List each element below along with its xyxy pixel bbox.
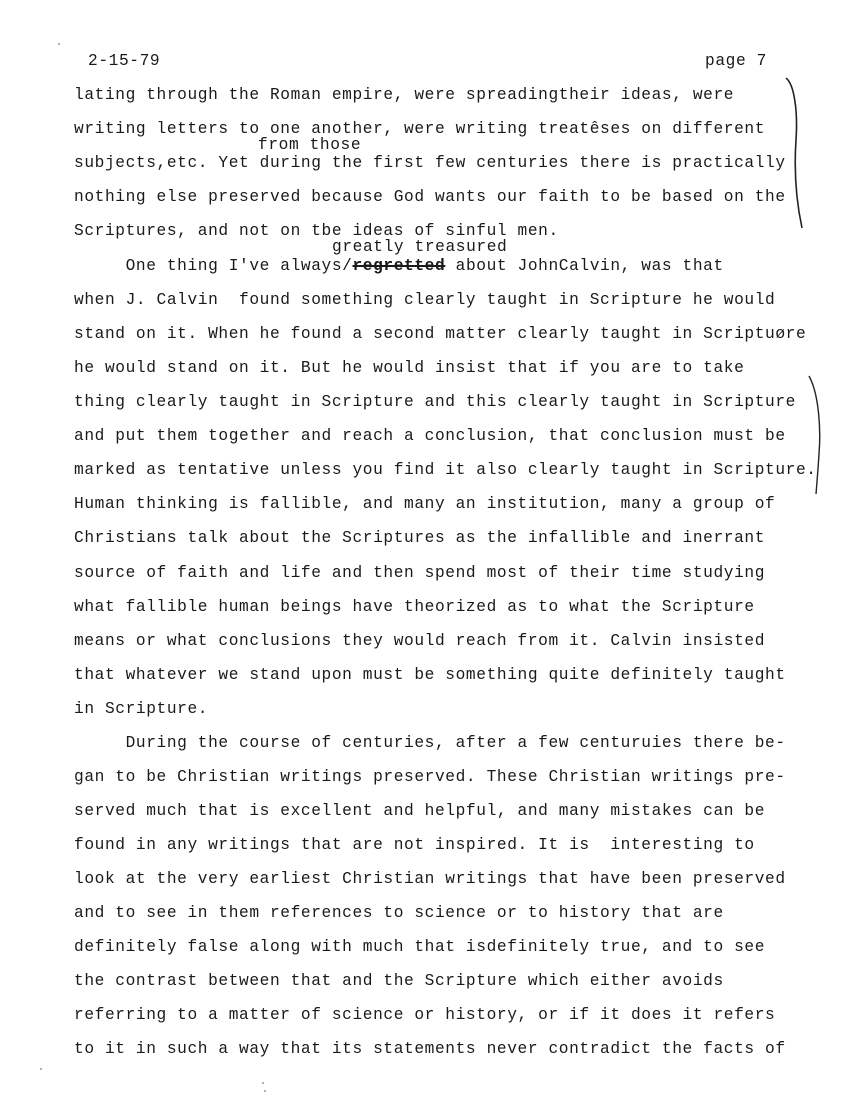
handwritten-insertion: from those <box>258 136 362 154</box>
text-line: look at the very earliest Christian writings that have been preserved <box>74 870 786 888</box>
text-line: served much that is excellent and helpful, and many mistakes can be <box>74 802 766 820</box>
paper-speck <box>40 1068 42 1070</box>
text-line: subjects,etc. Yet during the first few centuries there is practically <box>74 154 786 172</box>
text-line: referring to a matter of science or history, or if it does it refers <box>74 1006 776 1024</box>
page-date: 2-15-79 <box>88 52 161 70</box>
text-line: and to see in them references to science or to history that are <box>74 904 724 922</box>
text-line: source of faith and life and then spend most of their time studying <box>74 564 766 582</box>
text-line: stand on it. When he found a second matter clearly taught in Scriptuøre <box>74 325 807 343</box>
text-line: gan to be Christian writings preserved. These Christian writings pre- <box>74 768 786 786</box>
margin-bracket-mark <box>805 370 835 500</box>
text-segment: about JohnCalvin, was that <box>445 257 724 275</box>
paper-speck <box>58 43 60 45</box>
text-segment: One thing I've always/ <box>74 257 353 275</box>
text-line: Scriptures, and not on tbe ideas of sinful men. <box>74 222 559 240</box>
text-line: what fallible human beings have theorized as to what the Scripture <box>74 598 755 616</box>
text-line: when J. Calvin found something clearly taught in Scripture he would <box>74 291 776 309</box>
text-line: in Scripture. <box>74 700 209 718</box>
text-line: lating through the Roman empire, were spreadingtheir ideas, were <box>74 86 735 104</box>
text-line: writing letters to one another, were writing treatêses on different <box>74 120 766 138</box>
margin-bracket-mark <box>780 70 820 240</box>
text-line: marked as tentative unless you find it also clearly taught in Scripture. <box>74 461 817 479</box>
text-line: found in any writings that are not inspired. It is interesting to <box>74 836 755 854</box>
text-line: means or what conclusions they would reach from it. Calvin insisted <box>74 632 766 650</box>
typed-insertion: greatly treasured <box>332 238 508 256</box>
paper-speck <box>264 1090 266 1092</box>
text-line: the contrast between that and the Scripture which either avoids <box>74 972 724 990</box>
page-number: page 7 <box>705 52 767 70</box>
text-line: During the course of centuries, after a few centuruies there be- <box>74 734 786 752</box>
text-line: and put them together and reach a conclusion, that conclusion must be <box>74 427 786 445</box>
paper-speck <box>262 1082 264 1084</box>
text-line: to it in such a way that its statements never contradict the facts of <box>74 1040 786 1058</box>
struck-out-word: regretted <box>352 257 446 275</box>
text-line: Human thinking is fallible, and many an institution, many a group of <box>74 495 776 513</box>
text-line: thing clearly taught in Scripture and this clearly taught in Scripture <box>74 393 796 411</box>
text-line: nothing else preserved because God wants our faith to be based on the <box>74 188 786 206</box>
text-line: that whatever we stand upon must be something quite definitely taught <box>74 666 786 684</box>
text-line: definitely false along with much that isdefinitely true, and to see <box>74 938 766 956</box>
text-line-with-correction <box>74 256 724 276</box>
text-line: Christians talk about the Scriptures as the infallible and inerrant <box>74 529 766 547</box>
text-line: he would stand on it. But he would insist that if you are to take <box>74 359 745 377</box>
